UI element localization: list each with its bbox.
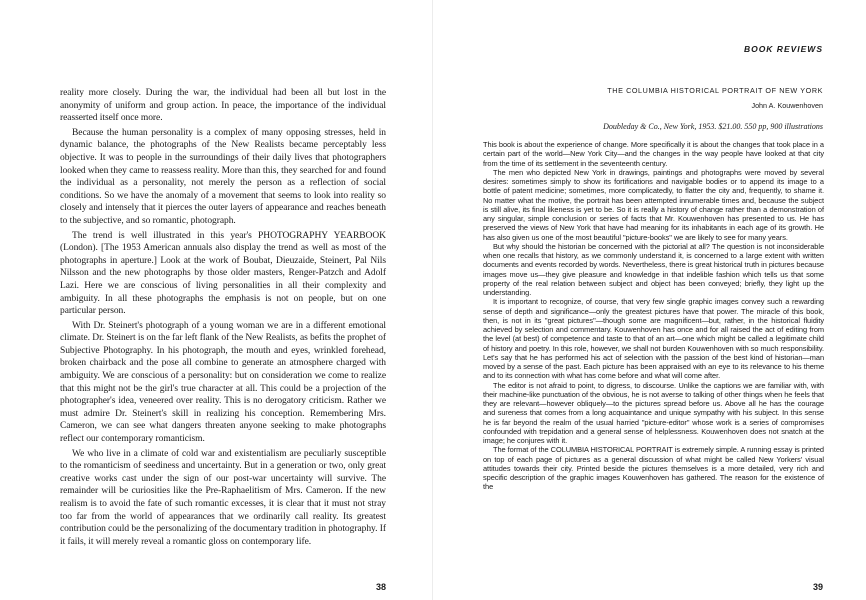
paragraph: The trend is well illustrated in this year's PHOTOGRAPHY YEARBOOK (London). [The 1953 American annuals also display the trend as well as most of the photographs in aperture.] Look at the work of Boubat, Dieuzaide, Steinert, Pal Nils Nilsson and the new photographs by those older masters, Renger-Patzch and Adolf Lazi. Here we are conscious of living personalities in all their complexity and ambiguity. In all these photographs the emphasis is not on people, but on one particular person. (60, 230, 386, 317)
page-number-left: 38 (375, 582, 386, 592)
paragraph: It is important to recognize, of course, that very few single graphic images convey such a rewarding sense of depth and significance—only the greatest pictures have that power. The miracle of this book, then, is not in its "great pictures"—though some are magnificent—but, rather, in the historical fluidity achieved by selection and commentary. Kouwenhoven has once and for all raised the act of editing from the level (at best) of competence and taste to that of an art—one which might be called a legitimate child of history and poetry. In this role, however, we shall not burden Kouwenhoven with so much responsibility. Let's say that he has performed his act of selection with the passion of the best kind of historian—man moved by a sense of the past. Each picture has been appraised with an eye to its relevance to his theme and to its connection with what has come before and what will come after. (483, 297, 824, 381)
paragraph: We who live in a climate of cold war and existentialism are peculiarly susceptible to the romanticism of seediness and uncertainty. But in a generation or two, only great creative works cast under the sign of our post-war uncertainty will survive. The remainder will be curiosities like the Pre-Raphaelitism of Mrs. Cameron. If the new realism is to avoid the fate of such romantic excesses, it is clear that it must not stray too far from the world of appearances that we ordinarily call reality. Its greatest contribution could be the personalizing of the documentary tradition in photography. If it fails, it will merely reveal a romantic gloss on contemporary life. (60, 448, 386, 547)
paragraph: The editor is not afraid to point, to digress, to discourse. Unlike the captions we are familiar with, with their machine-like punctuation of the obvious, he is not averse to talking of other things when he feels that they are relevant—however obliquely—to the pictures spread before us. Above all he has the courage and sureness that comes from a long acquaintance and unique sympathy with his subject. In this sense he is far beyond the realm of the usual harried "picture-editor" whose work is a series of compromises confounded with trepidation and a general sense of helplessness. Kouwenhoven does not snatch at the image; he conjures with it. (483, 380, 824, 445)
paragraph: This book is about the experience of change. More specifically it is about the changes that took place in a certain part of the world—New York City—and the changes in the way people have looked at that city from the time of its settlement in the seventeenth century. (483, 140, 824, 168)
paragraph: But why should the historian be concerned with the pictorial at all? The question is not inconsiderable when one recalls that history, as we commonly understand it, is concerned to a large extent with written documents and events recorded by words. Nevertheless, there is great historical truth in pictures because images move us—they give pleasure and knowledge in that indelible fashion which tells us that some property of the real relation between subject and object has been conveyed; briefly, they light up the understanding. (483, 241, 824, 297)
right-page (433, 0, 866, 600)
paragraph: The format of the COLUMBIA HISTORICAL PORTRAIT is extremely simple. A running essay is printed on top of each page of pictures as a general discussion of what might be called New Yorkers' visual attitudes towards their city. Printed beside the pictures themselves is a more detailed, very rich and specific description of the graphic images Kouwenhoven has gathered. The reason for the existence of the (483, 445, 824, 492)
left-page-body (60, 87, 386, 548)
page-number-right: 39 (812, 582, 823, 592)
review-author: John A. Kouwenhoven (751, 101, 823, 110)
publication-info: Doubleday & Co., New York, 1953. $21.00. 550 pp, 900 illustrations (603, 122, 823, 131)
paragraph: Because the human personality is a complex of many opposing stresses, held in dynamic balance, the photographs of the New Realists became perceptably less objective. It was to people in the surroundings of their daily lives that photographers looked when they came to reassess reality. More than this, they searched for and found the individual as a personality, not merely the person as a reflection of social conditions. So we have the anomaly of a movement that seems to look into reality so closely and intensely that it pierces the outer layers of appearance and reaches beneath to the subjective, and so romantic, photograph. (60, 127, 386, 226)
paragraph: With Dr. Steinert's photograph of a young woman we are in a different emotional climate. Dr. Steinert is on the far left flank of the New Realists, as befits the prophet of Subjective Photography. In his photograph, the mouth and eyes, wrinkled forehead, broken chairback and the pose all combine to generate an atmosphere charged with ambiguity. We are conscious of a personality: but on consideration we come to realize that this might not be the girl's true character at all. This could be a projection of the photographer's idea, veneered over reality. This is no derogatory criticism. Rather we must admire Dr. Steinert's skill in realizing his conception. Remembering Mrs. Cameron, we can see what dangers threaten anyone seeking to make photographs reflect our contemporary romanticism. (60, 320, 386, 445)
running-head: BOOK REVIEWS (743, 44, 823, 54)
paragraph: reality more closely. During the war, the individual had been all but lost in the anonymity of uniform and group action. In peace, the importance of the individual reasserted itself once more. (60, 88, 386, 124)
right-page-body (483, 140, 824, 492)
paragraph: The men who depicted New York in drawings, paintings and photographs were moved by several desires: sometimes simply to show its fortifications and navigable bodies or to append its image to a bottle of patent medicine; sometimes, more complicatedly, to flatter the city and, frequently, to shame it. No matter what the motive, the portrait has been attempted innumerable times and, because the subject is still alive, its final likeness is yet to be. So it is really a history of change rather than a demonstration of any singular, simple conclusion or series of facts that Mr. Kouwenhoven has presented to us. He has preserved the views of New York that have had meaning for its inhabitants in each age of its growth. He has also given us one of the most beautiful "picture-books" we are likely to see for many years. (483, 167, 824, 242)
review-title: THE COLUMBIA HISTORICAL PORTRAIT OF NEW YORK (607, 86, 823, 95)
